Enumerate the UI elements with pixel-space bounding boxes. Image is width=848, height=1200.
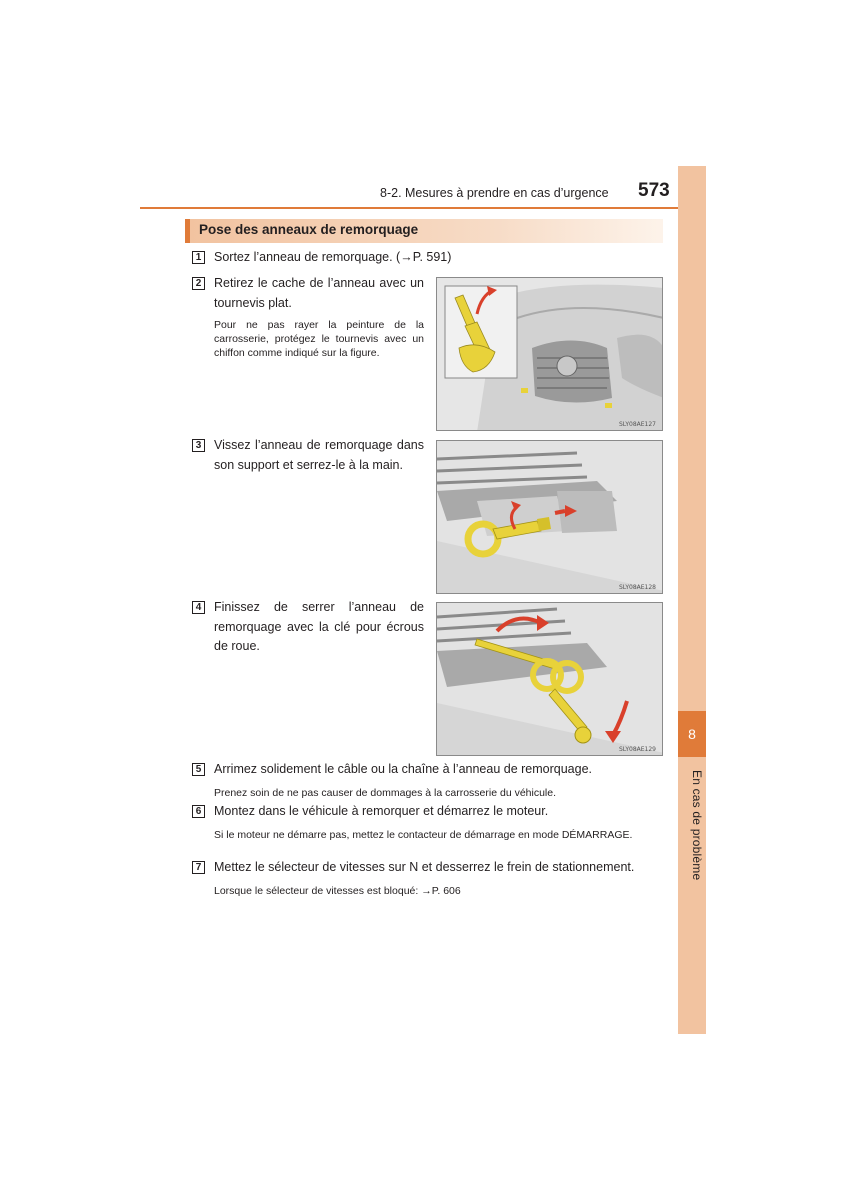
figure-tighten-ring-illustration [437,603,663,756]
figure-tighten-ring [436,602,663,756]
step-number-5: 5 [192,763,205,776]
step-number-2: 2 [192,277,205,290]
running-header-section: 8-2. Mesures à prendre en cas d’urgence [380,186,609,200]
step-5-text: Arrimez solidement le câble ou la chaîne à l’anneau de remorquage. [214,762,593,776]
step-7-text: Mettez le sélecteur de vitesses sur N et desserrez le frein de stationnement. [214,860,635,874]
step-6-text: Montez dans le véhicule à remorquer et démarrez le moteur. [214,804,549,818]
page-number: 573 [638,180,670,201]
step-2-text: Retirez le cache de l’anneau avec un tournevis plat. [214,276,424,310]
chapter-number-badge: 8 [678,711,706,757]
figure-code: SLY08AE127 [618,421,656,428]
figure-screw-ring-illustration [437,441,663,594]
step-7-note: Lorsque le sélecteur de vitesses est bloqué: →P. 606 [214,885,461,897]
figure-code: SLY08AE129 [618,746,656,753]
section-title: Pose des anneaux de remorquage [199,222,419,237]
figure-code: SLY08AE128 [618,584,656,591]
step-2-note: Pour ne pas rayer la peinture de la carrosserie, protégez le tournevis avec un chiffon comme indiqué sur la figure. [214,319,424,359]
section-heading-bar [185,219,663,243]
figure-remove-cover [436,277,663,431]
step-number-3: 3 [192,439,205,452]
figure-screw-ring [436,440,663,594]
step-3-text: Vissez l’anneau de remorquage dans son support et serrez-le à la main. [214,438,424,472]
step-4-text: Finissez de serrer l’anneau de remorquage avec la clé pour écrous de roue. [214,600,424,653]
figure-remove-cover-illustration [437,278,663,431]
step-6-note: Si le moteur ne démarre pas, mettez le contacteur de démarrage en mode DÉMARRAGE. [214,829,633,841]
step-number-1: 1 [192,251,205,264]
step-5-note: Prenez soin de ne pas causer de dommages à la carrosserie du véhicule. [214,787,557,799]
chapter-side-tab [678,166,706,1034]
step-number-7: 7 [192,861,205,874]
step-number-6: 6 [192,805,205,818]
chapter-label: En cas de problème [690,770,704,881]
step-1-text: Sortez l’anneau de remorquage. (→P. 591) [214,250,452,264]
step-number-4: 4 [192,601,205,614]
header-rule [140,207,678,209]
